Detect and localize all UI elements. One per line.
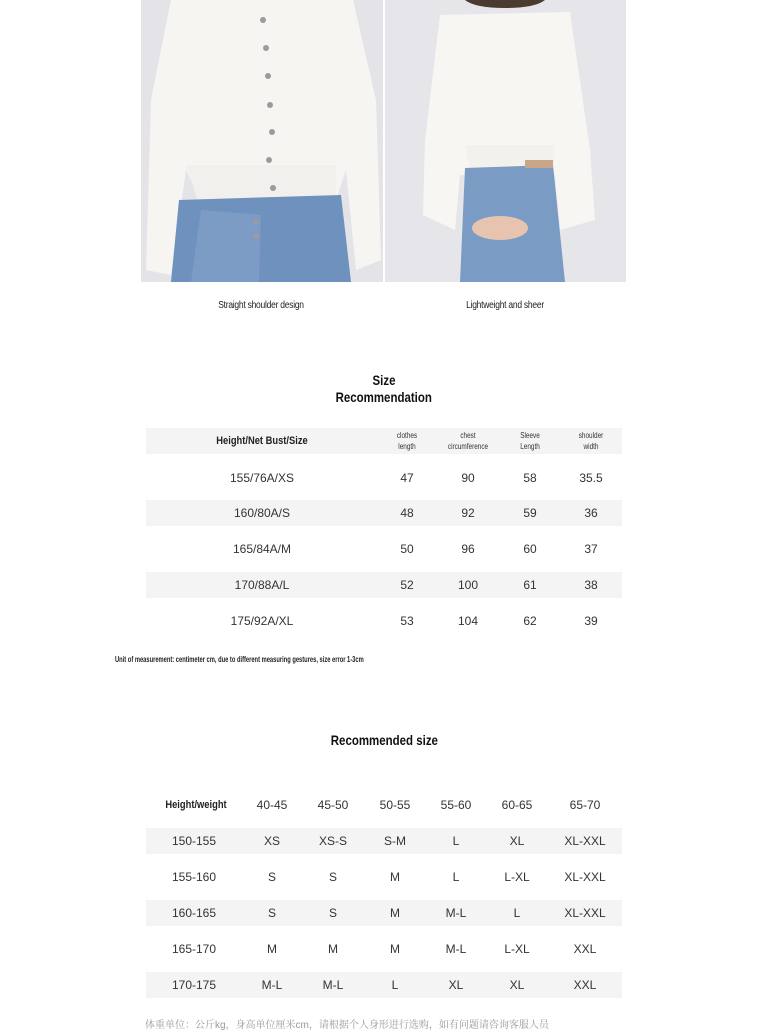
cell-size: S-M bbox=[384, 834, 406, 848]
cell-size: M bbox=[390, 906, 400, 920]
table-row bbox=[146, 864, 622, 890]
cell-size: L-XL bbox=[504, 870, 530, 884]
cell-size: S bbox=[328, 906, 338, 920]
cell-sleeve: 60 bbox=[523, 542, 537, 556]
title-line-2: Recommendation bbox=[335, 389, 433, 405]
cell-size: M-L bbox=[261, 978, 283, 992]
header-weight-range: 40-45 bbox=[256, 798, 288, 812]
bottom-unit-note: 体重单位：公斤kg，身高单位厘米cm，请根据个人身形进行选购，如有问题请咨询客服人员 bbox=[145, 1020, 549, 1031]
table-header-row bbox=[146, 428, 622, 454]
table-row bbox=[146, 900, 622, 926]
cell-size: M bbox=[328, 942, 338, 956]
cell-size: XL bbox=[509, 978, 525, 992]
cell-size: 170/88A/L bbox=[234, 578, 290, 592]
table-row bbox=[146, 536, 622, 562]
cell-sleeve: 58 bbox=[523, 471, 537, 485]
measurement-note: Unit of measurement: centimeter cm, due to different measuring gestures, size error 1-3cm bbox=[115, 655, 364, 664]
cell-height: 155-160 bbox=[171, 870, 217, 884]
cell-size: XXL bbox=[573, 942, 597, 956]
cell-size: XL bbox=[448, 978, 464, 992]
photo-caption-right: Lightweight and sheer bbox=[466, 300, 544, 311]
cell-size: L bbox=[513, 906, 521, 920]
table-row bbox=[146, 500, 622, 526]
cell-size: M-L bbox=[322, 978, 344, 992]
header-chest-circumference: chest circumference bbox=[447, 431, 489, 451]
cell-size: S bbox=[267, 870, 277, 884]
cell-sleeve: 62 bbox=[523, 614, 537, 628]
cell-sleeve: 61 bbox=[523, 578, 537, 592]
cell-shoulder: 37 bbox=[584, 542, 598, 556]
header-weight-range: 45-50 bbox=[317, 798, 349, 812]
recommended-size-title bbox=[0, 732, 768, 749]
header-weight-range: 60-65 bbox=[501, 798, 533, 812]
cell-size: S bbox=[267, 906, 277, 920]
title-line-1: Size bbox=[372, 372, 396, 388]
cell-size: S bbox=[328, 870, 338, 884]
cell-chest: 104 bbox=[457, 614, 479, 628]
cell-chest: 92 bbox=[461, 506, 475, 520]
cell-chest: 100 bbox=[457, 578, 479, 592]
cell-clothes-length: 48 bbox=[400, 506, 414, 520]
table-row bbox=[146, 572, 622, 598]
back-view-photo bbox=[385, 0, 626, 282]
table-row bbox=[146, 608, 622, 634]
cell-shoulder: 35.5 bbox=[579, 471, 603, 485]
cell-size: 165/84A/M bbox=[232, 542, 292, 556]
cell-size: M bbox=[390, 870, 400, 884]
cell-shoulder: 36 bbox=[584, 506, 598, 520]
cell-clothes-length: 50 bbox=[400, 542, 414, 556]
cell-size: XXL bbox=[573, 978, 597, 992]
cell-size: M bbox=[267, 942, 277, 956]
cell-height: 170-175 bbox=[171, 978, 217, 992]
table-row bbox=[146, 972, 622, 998]
header-size: Height/Net Bust/Size bbox=[216, 435, 308, 447]
cell-size: M bbox=[390, 942, 400, 956]
cell-size: XL-XXL bbox=[564, 906, 606, 920]
cell-clothes-length: 52 bbox=[400, 578, 414, 592]
cell-size: XS bbox=[263, 834, 281, 848]
cell-size: 175/92A/XL bbox=[230, 614, 294, 628]
photo-caption-left: Straight shoulder design bbox=[218, 300, 304, 311]
cell-size: 155/76A/XS bbox=[229, 471, 295, 485]
cell-shoulder: 39 bbox=[584, 614, 598, 628]
cell-size: XL-XXL bbox=[564, 834, 606, 848]
header-weight-range: 55-60 bbox=[440, 798, 472, 812]
cell-chest: 96 bbox=[461, 542, 475, 556]
cell-sleeve: 59 bbox=[523, 506, 537, 520]
cell-size: L bbox=[452, 834, 460, 848]
cell-size: L-XL bbox=[504, 942, 530, 956]
cell-size: M-L bbox=[445, 942, 467, 956]
cell-height: 165-170 bbox=[171, 942, 217, 956]
model-front-image bbox=[141, 0, 383, 282]
header-weight-range: 50-55 bbox=[379, 798, 411, 812]
cell-shoulder: 38 bbox=[584, 578, 598, 592]
cell-size: M-L bbox=[445, 906, 467, 920]
table-row bbox=[146, 465, 622, 491]
cell-height: 160-165 bbox=[171, 906, 217, 920]
cell-height: 150-155 bbox=[171, 834, 217, 848]
header-height-weight: Height/weight bbox=[165, 799, 227, 811]
cell-size: XS-S bbox=[318, 834, 348, 848]
header-clothes-length: clothes length bbox=[396, 431, 418, 451]
cell-size: XL bbox=[509, 834, 525, 848]
cell-size: XL-XXL bbox=[564, 870, 606, 884]
table-header-row bbox=[146, 792, 622, 818]
recommended-size-title-text: Recommended size bbox=[330, 732, 438, 748]
size-recommendation-title bbox=[0, 372, 768, 406]
cell-size: L bbox=[452, 870, 460, 884]
header-sleeve-length: Sleeve Length bbox=[520, 431, 540, 451]
cell-clothes-length: 47 bbox=[400, 471, 414, 485]
cell-clothes-length: 53 bbox=[400, 614, 414, 628]
cell-size: L bbox=[391, 978, 399, 992]
cell-chest: 90 bbox=[461, 471, 475, 485]
size-chart-table bbox=[146, 428, 622, 454]
table-row bbox=[146, 936, 622, 962]
table-row bbox=[146, 828, 622, 854]
header-shoulder-width: shoulder width bbox=[578, 431, 604, 451]
front-view-photo bbox=[141, 0, 383, 282]
model-back-image bbox=[385, 0, 626, 282]
header-weight-range: 65-70 bbox=[569, 798, 601, 812]
cell-size: 160/80A/S bbox=[233, 506, 291, 520]
